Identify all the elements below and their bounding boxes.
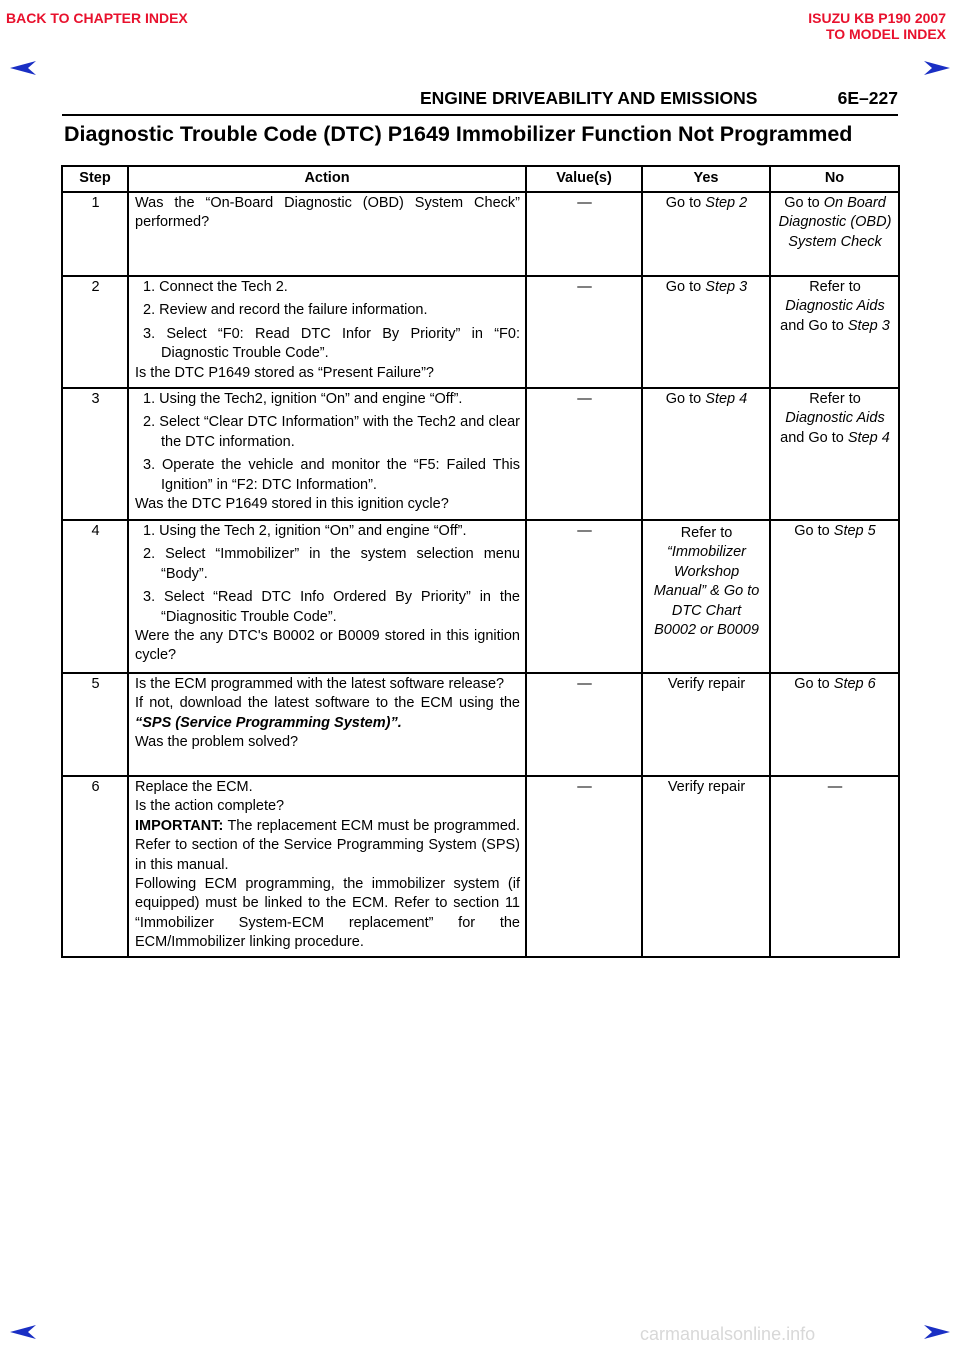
action-question: Was the DTC P1649 stored in this ignition cycle? — [135, 496, 449, 513]
yes-prefix: Go to — [665, 279, 706, 295]
diagnostic-table — [61, 165, 900, 958]
action-cell — [128, 520, 526, 673]
action-text-part: If not, download the latest software to the ECM using the — [135, 695, 520, 712]
action-cell — [128, 776, 526, 957]
value-cell: — — [526, 520, 642, 673]
running-header — [62, 88, 898, 116]
action-cell — [128, 388, 526, 520]
no-ref: Diagnostic Aids — [785, 410, 885, 427]
value-cell: — — [526, 276, 642, 388]
action-cell — [128, 276, 526, 388]
column-header-yes: Yes — [642, 166, 770, 192]
action-text — [135, 694, 520, 733]
action-item: 1. Connect the Tech 2. — [143, 279, 288, 295]
step-number: 5 — [62, 673, 128, 776]
action-text: Was the “On-Board Diagnostic (OBD) System Check” performed? — [135, 195, 520, 231]
step-number: 1 — [62, 192, 128, 276]
yes-prefix: Go to — [665, 195, 706, 211]
table-row — [62, 388, 899, 520]
prev-arrow-icon[interactable] — [8, 1322, 38, 1342]
watermark: carmanualsonline.info — [640, 1324, 816, 1344]
action-cell — [128, 192, 526, 276]
action-question: Was the problem solved? — [135, 734, 299, 751]
prev-arrow-icon[interactable] — [8, 58, 38, 78]
table-row — [62, 520, 899, 673]
action-item: 2. Select “Immobilizer” in the system selection menu “Body”. — [143, 546, 520, 582]
page-number: 6E–227 — [837, 88, 898, 108]
yes-step-ref: Step 4 — [705, 391, 748, 407]
action-text: Is the ECM programmed with the latest software release? — [135, 676, 505, 692]
yes-prefix: Go to — [665, 391, 706, 407]
column-header-no: No — [770, 166, 899, 192]
yes-cell — [642, 192, 770, 276]
table-row — [62, 776, 899, 957]
column-header-values: Value(s) — [526, 166, 642, 192]
no-step-ref: Step 4 — [847, 429, 890, 446]
step-number: 6 — [62, 776, 128, 957]
action-item: 3. Select “F0: Read DTC Infor By Priority” in “F0: Diagnostic Trouble Code”. — [143, 325, 520, 362]
action-item: 3. Select “Read DTC Info Ordered By Priority” in the “Diagnositic Trouble Code”. — [143, 589, 520, 625]
no-mid: and Go to — [780, 429, 848, 446]
action-cell — [128, 673, 526, 776]
column-header-step: Step — [62, 166, 128, 192]
important-label: IMPORTANT: — [135, 817, 224, 834]
column-header-action: Action — [128, 166, 526, 192]
no-prefix: Go to — [794, 676, 834, 692]
yes-step-ref: Step 2 — [705, 195, 748, 211]
yes-prefix: Refer to — [680, 525, 733, 541]
model-index-block — [808, 10, 946, 42]
no-cell — [770, 276, 899, 388]
value-cell: — — [526, 673, 642, 776]
next-arrow-icon[interactable] — [922, 1322, 952, 1342]
no-ref: On Board Diagnostic (OBD) System Check — [778, 195, 892, 250]
no-step-ref: Step 3 — [847, 317, 890, 334]
no-prefix: Go to — [794, 523, 834, 539]
action-item: 2. Review and record the failure information. — [143, 302, 428, 319]
yes-cell — [642, 388, 770, 520]
no-prefix: Refer to — [809, 279, 861, 295]
no-step-ref: Step 5 — [833, 523, 876, 539]
value-cell: — — [526, 388, 642, 520]
sps-reference: “SPS (Service Programming System)”. — [135, 714, 402, 731]
table-row — [62, 192, 899, 276]
action-text: Following ECM programming, the immobilizer system (if equipped) must be linked to the ECM. Refer to section 11 “Immobilizer System-ECM replacement” for the ECM/Immobilizer linking procedure. — [135, 876, 520, 951]
no-prefix: Refer to — [809, 391, 861, 407]
yes-cell — [642, 276, 770, 388]
table-header-row — [62, 166, 899, 192]
table-row — [62, 276, 899, 388]
yes-step-ref: Step 3 — [705, 279, 748, 295]
action-question: Is the action complete? — [135, 798, 285, 815]
next-arrow-icon[interactable] — [922, 58, 952, 78]
no-step-ref: Step 6 — [833, 676, 876, 692]
no-cell: — — [770, 776, 899, 957]
yes-cell: Verify repair — [642, 776, 770, 957]
no-ref: Diagnostic Aids — [785, 298, 885, 315]
no-prefix: Go to — [784, 195, 824, 211]
document-title: Diagnostic Trouble Code (DTC) P1649 Immobilizer Function Not Programmed — [64, 122, 853, 146]
action-text: Replace the ECM. — [135, 779, 253, 795]
action-question: Were the any DTC's B0002 or B0009 stored in this ignition cycle? — [135, 628, 520, 664]
value-cell: — — [526, 192, 642, 276]
action-item: 3. Operate the vehicle and monitor the “F5: Failed This Ignition” in “F2: DTC Information”. — [143, 457, 520, 493]
important-text: The replacement ECM must be programmed. Refer to section of the Service Programming System (SPS) in this manual. — [135, 817, 520, 873]
no-cell — [770, 388, 899, 520]
to-model-index-link[interactable]: TO MODEL INDEX — [825, 26, 946, 42]
yes-cell: Verify repair — [642, 673, 770, 776]
yes-ref: “Immobilizer Workshop Manual” & Go to DTC Chart B0002 or B0009 — [653, 544, 760, 639]
no-cell — [770, 192, 899, 276]
yes-cell — [642, 520, 770, 673]
action-question: Is the DTC P1649 stored as “Present Failure”? — [135, 364, 434, 381]
step-number: 2 — [62, 276, 128, 388]
step-number: 3 — [62, 388, 128, 520]
important-note — [135, 817, 520, 875]
no-cell — [770, 673, 899, 776]
no-mid: and Go to — [780, 317, 848, 334]
back-to-chapter-index-link[interactable]: BACK TO CHAPTER INDEX — [6, 10, 188, 26]
section-title: ENGINE DRIVEABILITY AND EMISSIONS — [420, 88, 758, 108]
no-cell — [770, 520, 899, 673]
action-item: 1. Using the Tech2, ignition “On” and engine “Off”. — [143, 391, 463, 407]
table-row — [62, 673, 899, 776]
action-item: 1. Using the Tech 2, ignition “On” and engine “Off”. — [143, 523, 467, 539]
action-item: 2. Select “Clear DTC Information” with the Tech2 and clear the DTC information. — [143, 414, 520, 450]
value-cell: — — [526, 776, 642, 957]
step-number: 4 — [62, 520, 128, 673]
model-name-link[interactable]: ISUZU KB P190 2007 — [808, 10, 946, 26]
